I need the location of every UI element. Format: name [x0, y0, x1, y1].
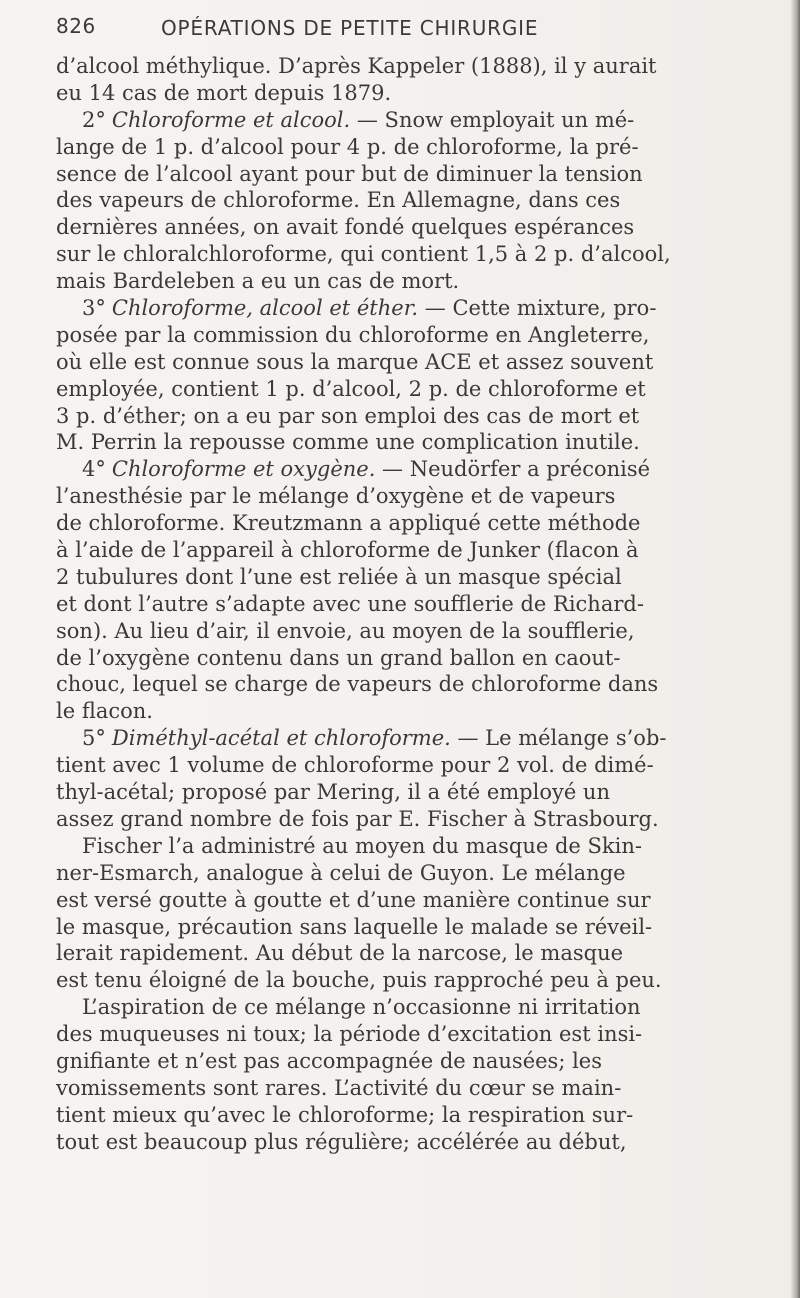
text-line — [56, 671, 780, 698]
line-text: sur le chloralchloroforme, qui contient 1,5 à 2 p. d’alcool, — [56, 242, 671, 267]
text-line — [56, 887, 780, 914]
line-text: chouc, lequel se charge de vapeurs de chloroforme dans — [56, 672, 659, 697]
text-line — [56, 241, 780, 268]
line-text: d’alcool méthylique. D’après Kappeler (1888), il y aurait — [56, 54, 657, 78]
line-text: sence de l’alcool ayant pour but de diminuer la tension — [56, 161, 643, 186]
text-line — [56, 860, 780, 887]
line-text: de chloroforme. Kreutzmann a appliqué cette méthode — [56, 511, 641, 536]
section-number: 5° — [82, 726, 106, 751]
text-line — [56, 591, 780, 618]
text-line — [56, 429, 780, 456]
body-text — [56, 53, 780, 1156]
line-text: 3 p. d’éther; on a eu par son emploi des cas de mort et — [56, 403, 640, 428]
text-line — [56, 537, 780, 564]
section-title: Chloroforme, alcool et éther. — [111, 296, 419, 321]
line-text: tient mieux qu’avec le chloroforme; la respiration sur- — [56, 1102, 634, 1127]
section-number: 3° — [82, 296, 106, 321]
text-line — [56, 349, 780, 376]
section-number: 4° — [82, 457, 106, 482]
text-line — [56, 483, 780, 510]
line-text: assez grand nombre de fois par E. Fischer à Strasbourg. — [56, 806, 659, 831]
line-text: posée par la commission du chloroforme en Angleterre, — [56, 322, 650, 347]
line-text: l’anesthésie par le mélange d’oxygène et de vapeurs — [56, 484, 616, 509]
line-text: le masque, précaution sans laquelle le malade se réveil- — [56, 914, 653, 939]
line-text: le flacon. — [56, 699, 153, 724]
text-line — [56, 268, 780, 295]
line-text: à l’aide de l’appareil à chloroforme de Junker (flacon à — [56, 538, 639, 563]
text-line — [56, 1102, 780, 1129]
section-title: Chloroforme et alcool. — [111, 107, 351, 132]
section-heading-line — [56, 456, 780, 483]
line-text: thyl-acétal; proposé par Mering, il a été employé un — [56, 780, 610, 805]
section-heading-line — [56, 725, 780, 752]
section-title: Diméthyl-acétal et chloroforme. — [111, 726, 451, 751]
line-text: Fischer l’a administré au moyen du masque de Skin- — [82, 833, 642, 858]
text-line — [56, 833, 780, 860]
section-number: 2° — [82, 107, 106, 132]
text-line — [56, 80, 780, 107]
line-text: son). Au lieu d’air, il envoie, au moyen de la soufflerie, — [56, 618, 635, 643]
line-text: ner-Esmarch, analogue à celui de Guyon. Le mélange — [56, 860, 626, 885]
text-line — [56, 994, 780, 1021]
line-text: de l’oxygène contenu dans un grand ballon en caout- — [56, 645, 621, 670]
line-text: tout est beaucoup plus régulière; accélérée au début, — [56, 1129, 627, 1154]
line-text: tient avec 1 volume de chloroforme pour 2 vol. de dimé- — [56, 753, 654, 778]
text-line — [56, 752, 780, 779]
text-line — [56, 618, 780, 645]
line-text: gnifiante et n’est pas accompagnée de nausées; les — [56, 1048, 603, 1073]
text-line — [56, 779, 780, 806]
text-line — [56, 967, 780, 994]
text-line — [56, 376, 780, 403]
section-title: Chloroforme et oxygène. — [111, 457, 376, 482]
text-line — [56, 53, 780, 80]
text-line — [56, 564, 780, 591]
line-text: où elle est connue sous la marque ACE et assez souvent — [56, 349, 654, 374]
text-line — [56, 1048, 780, 1075]
section-heading-line — [56, 295, 780, 322]
line-text: L’aspiration de ce mélange n’occasionne ni irritation — [82, 995, 641, 1020]
line-text: est versé goutte à goutte et d’une manière continue sur — [56, 887, 651, 912]
text-line — [56, 322, 780, 349]
section-heading-line — [56, 107, 780, 134]
line-text: — Snow employait un mé- — [350, 107, 635, 132]
running-title: OPÉRATIONS DE PETITE CHIRURGIE — [161, 16, 539, 40]
line-text: mais Bardeleben a eu un cas de mort. — [56, 269, 460, 294]
text-line — [56, 187, 780, 214]
text-line — [56, 1129, 780, 1156]
line-text: — Cette mixture, pro- — [418, 296, 657, 321]
line-text: eu 14 cas de mort depuis 1879. — [56, 80, 392, 105]
line-text: — Neudörfer a préconisé — [375, 457, 651, 482]
text-line — [56, 161, 780, 188]
line-text: dernières années, on avait fondé quelques espérances — [56, 215, 635, 240]
text-line — [56, 403, 780, 430]
line-text: des muqueuses ni toux; la période d’excitation est insi- — [56, 1022, 643, 1047]
line-text: — Le mélange s’ob- — [450, 726, 667, 751]
page-number: 826 — [56, 14, 96, 38]
line-text: lange de 1 p. d’alcool pour 4 p. de chloroforme, la pré- — [56, 134, 639, 159]
text-line — [56, 134, 780, 161]
line-text: employée, contient 1 p. d’alcool, 2 p. de chloroforme et — [56, 376, 646, 401]
line-text: lerait rapidement. Au début de la narcose, le masque — [56, 941, 624, 966]
line-text: des vapeurs de chloroforme. En Allemagne, dans ces — [56, 188, 621, 213]
text-line — [56, 1075, 780, 1102]
text-line — [56, 698, 780, 725]
text-line — [56, 940, 780, 967]
text-line — [56, 1021, 780, 1048]
line-text: et dont l’autre s’adapte avec une soufflerie de Richard- — [56, 591, 644, 616]
text-line — [56, 914, 780, 941]
text-line — [56, 645, 780, 672]
line-text: M. Perrin la repousse comme une complication inutile. — [56, 430, 640, 455]
page-edge-shadow — [790, 0, 800, 1298]
line-text: vomissements sont rares. L’activité du cœur se main- — [56, 1075, 622, 1100]
line-text: est tenu éloigné de la bouche, puis rapproché peu à peu. — [56, 968, 662, 993]
text-line — [56, 214, 780, 241]
page-header — [56, 14, 776, 44]
line-text: 2 tubulures dont l’une est reliée à un masque spécial — [56, 564, 622, 589]
text-line — [56, 806, 780, 833]
text-line — [56, 510, 780, 537]
